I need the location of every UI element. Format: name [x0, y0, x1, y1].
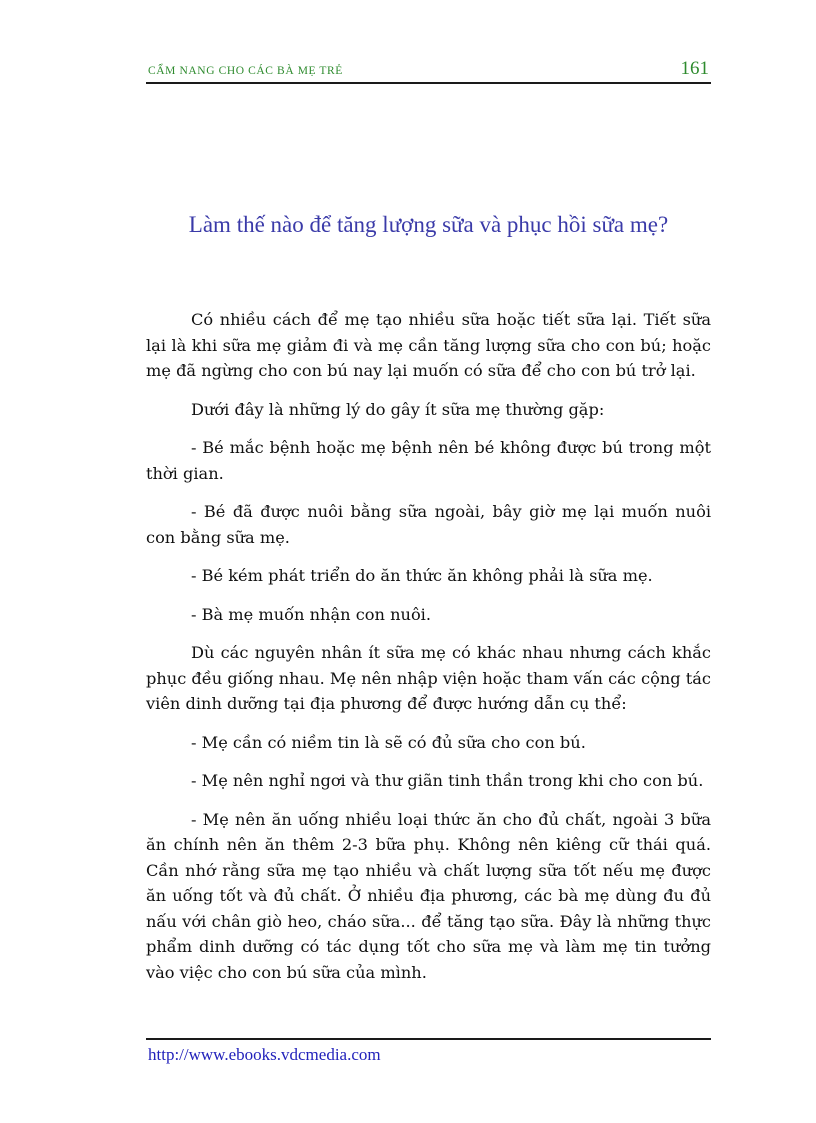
paragraph-causes-intro: Dưới đây là những lý do gây ít sữa mẹ thường gặp:	[191, 399, 605, 419]
footer-divider	[146, 1038, 711, 1040]
footer-url-link[interactable]: http://www.ebooks.vdcmedia.com	[148, 1045, 381, 1064]
paragraph-remedy-intro: Dù các nguyên nhân ít sữa mẹ có khác nhau nhưng cách khắc phục đều giống nhau. Mẹ nên nhập viện hoặc tham vấn các cộng tác viên dinh dưỡng tại địa phương để được hướng dẫn cụ thể:	[146, 643, 711, 713]
book-title: CẨM NANG CHO CÁC BÀ MẸ TRẺ	[148, 65, 343, 77]
paragraph-cause-2: - Bé đã được nuôi bằng sữa ngoài, bây giờ mẹ lại muốn nuôi con bằng sữa mẹ.	[146, 502, 711, 547]
paragraph-remedy-2: - Mẹ nên nghỉ ngơi và thư giãn tinh thần trong khi cho con bú.	[191, 771, 704, 790]
paragraph-cause-3: - Bé kém phát triển do ăn thức ăn không phải là sữa mẹ.	[191, 566, 653, 585]
paragraph-cause-1: - Bé mắc bệnh hoặc mẹ bệnh nên bé không được bú trong một thời gian.	[146, 438, 711, 483]
paragraph-cause-4: - Bà mẹ muốn nhận con nuôi.	[191, 604, 432, 624]
chapter-title: Làm thế nào để tăng lượng sữa và phục hồi sữa mẹ?	[188, 212, 669, 237]
paragraph-intro: Có nhiều cách để mẹ tạo nhiều sữa hoặc tiết sữa lại. Tiết sữa lại là khi sữa mẹ giảm đi và mẹ cần tăng lượng sữa cho con bú; hoặc mẹ đã ngừng cho con bú nay lại muốn có sữa để cho con bú trở lại.	[146, 310, 711, 380]
paragraph-remedy-1: - Mẹ cần có niềm tin là sẽ có đủ sữa cho con bú.	[191, 732, 586, 752]
page-number: 161	[680, 58, 709, 79]
body-text	[146, 307, 711, 998]
paragraph-remedy-3: - Mẹ nên ăn uống nhiều loại thức ăn cho đủ chất, ngoài 3 bữa ăn chính nên ăn thêm 2-3 bữa phụ. Không nên kiêng cữ thái quá. Cần nhớ rằng sữa mẹ tạo nhiều và chất lượng sữa tốt nếu mẹ được ăn uống tốt và đủ chất. Ở nhiều địa phương, các bà mẹ dùng đu đủ nấu với chân giò heo, cháo sữa... để tăng tạo sữa. Đây là những thực phẩm dinh dưỡng có tác dụng tốt cho sữa mẹ và làm mẹ tin tưởng vào việc cho con bú sữa của mình.	[146, 809, 711, 982]
page-header	[146, 58, 711, 84]
